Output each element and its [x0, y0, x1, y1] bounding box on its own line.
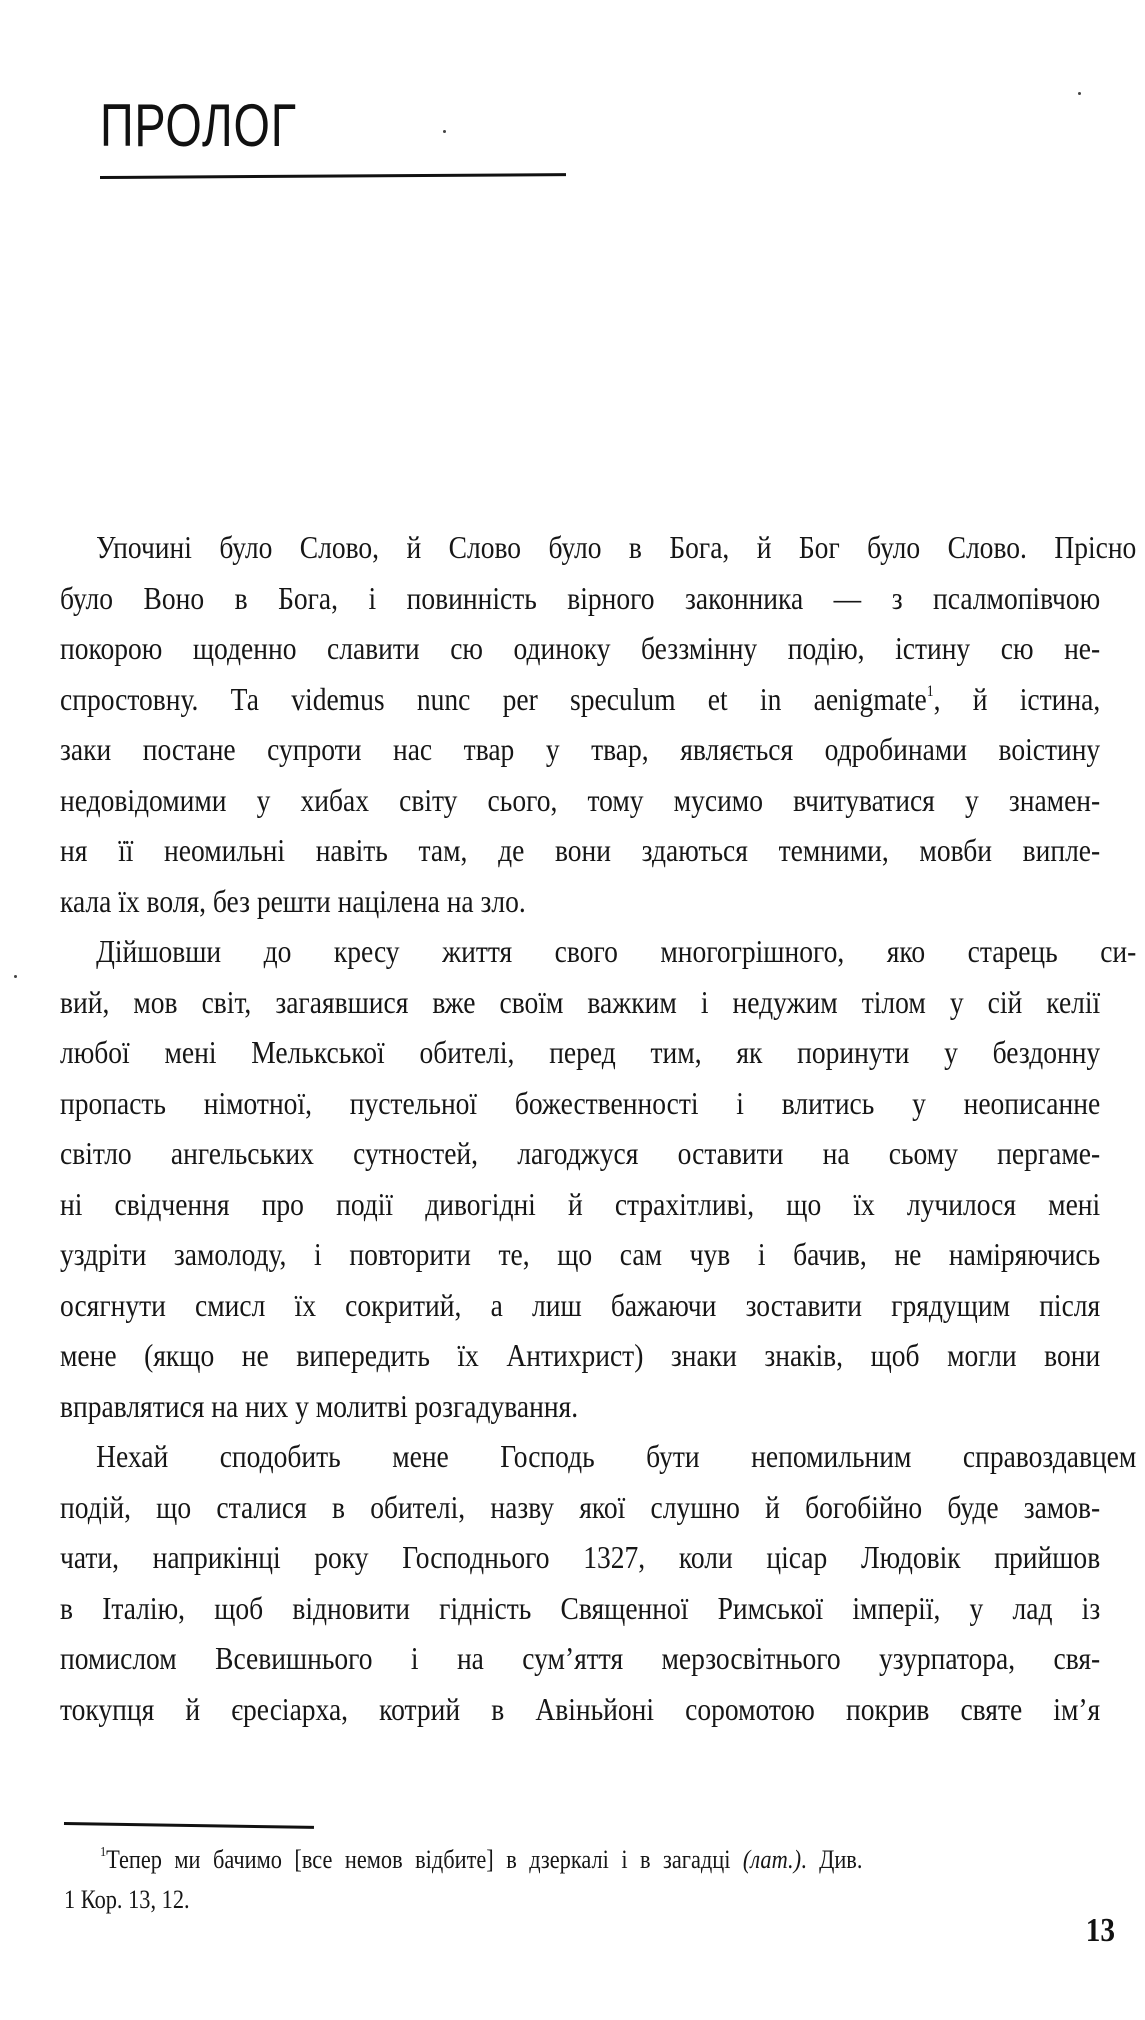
footnote-text: Тепер ми бачимо [все немов відбите] в дзеркалі і в загадці — [106, 1845, 743, 1874]
line-tail: , й істина, — [933, 680, 1101, 717]
text-line: любої мені Мелькської обителі, перед тим, як поринути у бездонну — [60, 1034, 1101, 1070]
body-text — [60, 522, 1137, 1734]
text-line: ня її неомильні навіть там, де вони здаються темними, мовби випле- — [60, 832, 1101, 868]
chapter-title: ПРОЛОГ — [100, 92, 297, 159]
footnote-mark: 1 — [100, 1845, 107, 1860]
text-line: чати, наприкінці року Господнього 1327, коли цісар Людовік прийшов — [60, 1539, 1101, 1575]
footnote-language-note: (лат.) — [742, 1845, 802, 1874]
footnote-citation: 1 Кор. 13, 12. — [64, 1885, 190, 1914]
text-line: токупця й єресіарха, котрий в Авіньйоні соромотою покрив святе ім’я — [60, 1690, 1101, 1727]
text-line: заки постане супроти нас твар у твар, являється одробинами воістину — [60, 731, 1101, 767]
text-line: помислом Всевишнього і на сум’яття мерзосвітнього узурпатора, свя- — [60, 1640, 1101, 1676]
title-underline — [100, 173, 566, 179]
text-line: осягнути смисл їх сокритий, а лиш бажаючи зоставити грядущим після — [60, 1286, 1101, 1323]
footnote-line — [64, 1840, 972, 1880]
text-line: в Італію, щоб відновити гідність Священної Римської імперії, у лад із — [60, 1589, 1101, 1626]
print-speck — [1078, 92, 1081, 95]
text-line: світло ангельських сутностей, лагоджуся оставити на сьому пергаме- — [60, 1135, 1101, 1171]
print-speck — [14, 975, 17, 978]
footnote — [64, 1840, 1120, 1920]
page-number: 13 — [1085, 1912, 1115, 1949]
text-line: кала їх воля, без решти націлена на зло. — [60, 882, 526, 919]
text-line: було Воно в Бога, і повинність вірного законника — з псалмопівчою — [60, 579, 1101, 616]
footnote-text-tail: . Див. — [801, 1845, 863, 1874]
footnote-reference[interactable]: 1 — [926, 682, 934, 700]
text-line: вий, мов світ, загаявшися вже своїм важким і недужим тілом у сій келії — [60, 983, 1101, 1020]
text-line: мене (якщо не випередить їх Антихрист) знаки знаків, щоб могли вони — [60, 1337, 1101, 1373]
print-speck — [443, 130, 446, 133]
text-line: недовідомими у хибах світу сього, тому мусимо вчитуватися у знамен- — [60, 781, 1101, 818]
text-line: Дійшовши до кресу життя свого многогрішного, яко старець си- — [96, 933, 1137, 969]
text-line: Упочині було Слово, й Слово було в Бога, й Бог було Слово. Прісно — [96, 529, 1137, 565]
footnote-separator — [64, 1822, 314, 1829]
text-line: покорою щоденно славити сю одиноку беззмінну подію, істину сю не- — [60, 630, 1101, 666]
text-line: подій, що сталися в обителі, назву якої слушно й богобійно буде замов- — [60, 1488, 1101, 1525]
text-line: пропасть німотної, пустельної божественності і влитись у неописанне — [60, 1084, 1101, 1121]
text-line: Нехай сподобить мене Господь бути непомильним справоздавцем — [96, 1438, 1137, 1474]
text-line: вправлятися на них у молитві розгадування. — [60, 1387, 579, 1424]
latin-phrase: спростовну. Та videmus nunc per speculum et in aenigmate — [60, 680, 927, 717]
text-line: уздріти замолоду, і повторити те, що сам чув і бачив, не наміряючись — [60, 1236, 1101, 1272]
text-line-with-footnote — [60, 674, 1100, 725]
text-line: ні свідчення про події дивогідні й страхітливі, що їх лучилося мені — [60, 1185, 1101, 1222]
